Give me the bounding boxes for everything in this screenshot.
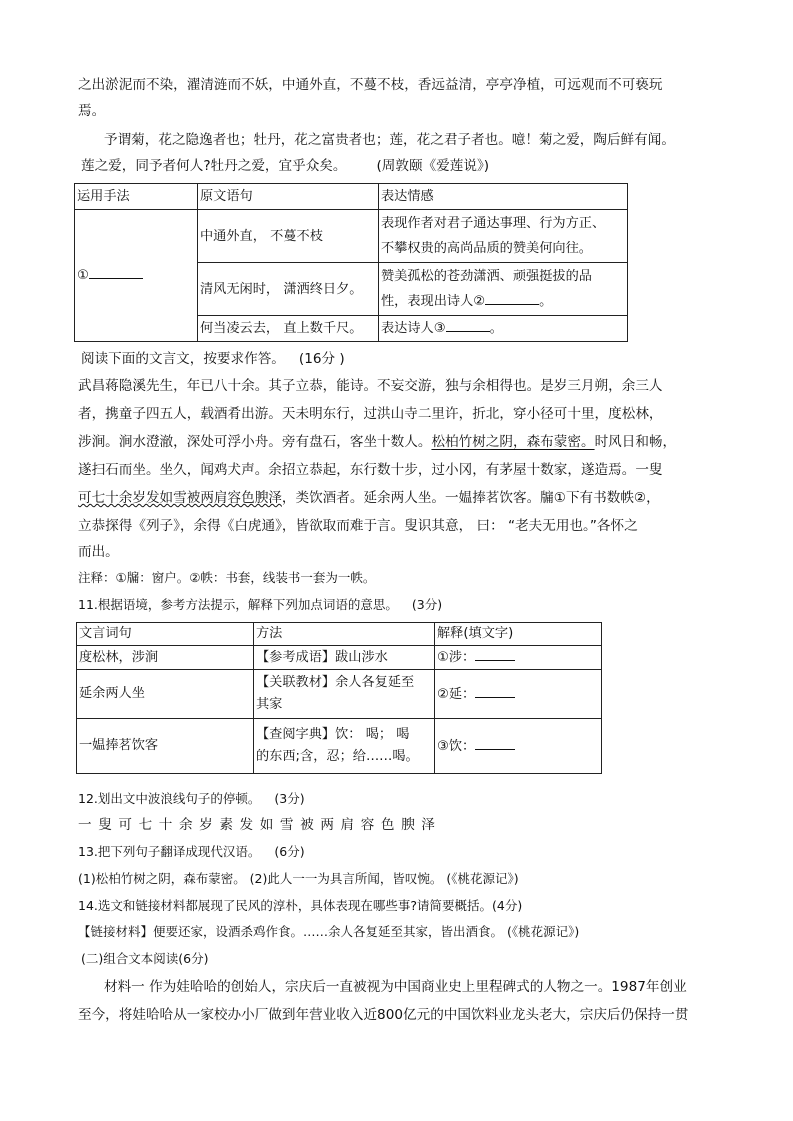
answer-blank[interactable] (446, 317, 490, 332)
vocab-table (76, 622, 602, 774)
answer-cell[interactable]: ②延： (435, 670, 602, 719)
material-line: 至今，将娃哈哈从一家校办小厂做到年营业收入近800亿元的中国饮料业龙头老大，宗庆后仍保持一贯 (78, 1007, 689, 1023)
text-line (81, 156, 489, 176)
table-header: 方法 (254, 623, 435, 646)
text-line: 予谓菊，花之隐逸者也；牡丹，花之富贵者也；莲，花之君子者也。噫！菊之爱，陶后鲜有闻。 (104, 132, 675, 148)
answer-blank[interactable] (475, 735, 515, 750)
text-line-main: 莲之爱，同予者何人?牡丹之爱，宜乎众矣。 (81, 158, 347, 174)
table-cell: 【查阅字典】饮： 喝； 喝 的东西;含，忍；给……喝。 (254, 719, 435, 774)
section-title: (二)组合文本阅读(6分) (81, 951, 209, 966)
pause-sentence[interactable]: 一叟可七十余岁素发如雪被两肩容色腴泽 (78, 817, 442, 833)
passage-line: 者，携童子四五人，载酒肴出游。天未明东行，过洪山寺二里许，折北，穿小径可十里，度松林， (78, 406, 663, 422)
table-header: 原文语句 (198, 184, 379, 210)
table-cell: 清风无闲时， 潇洒终日夕。 (198, 263, 379, 316)
passage-line: 武昌蒋隐溪先生，年已八十余。其子立恭，能诗。不妄交游，独与余相得也。是岁三月朔，余三人 (78, 378, 663, 394)
passage-line: 而出。 (78, 544, 119, 560)
source-citation: (周敦颐《爱莲说》) (376, 158, 490, 174)
link-material: 【链接材料】便要还家，设酒杀鸡作食。……余人各复延至其家，皆出酒食。 (《桃花源记》) (78, 924, 580, 939)
passage-line: 遂扫石而坐。坐久，闻鸡犬声。余招立恭起，东行数十步，过小冈，有茅屋十数家，遂造焉。一叟 (78, 462, 663, 478)
table-cell: 表现作者对君子通达事理、行为方正、 不攀权贵的高尚品质的赞美何向往。 (379, 210, 628, 263)
underlined-sentence: 松柏竹树之阴，森布蒙密。 (431, 434, 595, 450)
text-line: 之出淤泥而不染，濯清涟而不妖，中通外直，不蔓不枝，香远益清，亭亭净植，可远观而不可亵玩 (78, 77, 663, 93)
table-cell: 表达诗人③ 。 (379, 316, 628, 342)
table-header: 运用手法 (75, 184, 198, 210)
technique-table (74, 183, 628, 342)
table-cell: 一媪捧茗饮客 (77, 719, 254, 774)
answer-cell[interactable]: ③饮： (435, 719, 602, 774)
table-cell: 【关联教材】余人各复延至 其家 (254, 670, 435, 719)
answer-blank[interactable] (475, 683, 515, 698)
answer-blank[interactable] (89, 264, 143, 279)
answer-blank[interactable] (485, 290, 539, 305)
table-cell: 延余两人坐 (77, 670, 254, 719)
answer-blank[interactable] (475, 646, 515, 661)
material-line: 材料一 作为娃哈哈的创始人，宗庆后一直被视为中国商业史上里程碑式的人物之一。1987年创业 (104, 979, 687, 995)
question-11: 11.根据语境，参考方法提示，解释下列加点词语的意思。 (3分) (78, 597, 443, 612)
answer-cell[interactable]: ①涉： (435, 646, 602, 670)
question-13: 13.把下列句子翻译成现代汉语。 (6分) (78, 844, 305, 859)
answer-cell[interactable]: ① (75, 210, 198, 342)
table-header: 解释(填文字) (435, 623, 602, 646)
table-header: 表达情感 (379, 184, 628, 210)
translate-items: (1)松柏竹树之阴，森布蒙密。 (2)此人一一为具言所闻，皆叹惋。 (《桃花源记》) (78, 871, 519, 886)
section-intro: 阅读下面的文言文，按要求作答。 (16分 ) (81, 351, 345, 367)
passage-line: 涉涧。涧水澄澈，深处可浮小舟。旁有盘石，客坐十数人。松柏竹树之阴，森布蒙密。时风日和畅， (78, 434, 677, 450)
table-cell: 中通外直， 不蔓不枝 (198, 210, 379, 263)
passage-line: 立恭探得《列子》，余得《白虎通》，皆欲取而难于言。叟识其意， 曰： “老夫无用也。”各怀之 (78, 518, 638, 534)
text-line: 焉。 (78, 103, 106, 119)
table-cell: 【参考成语】跋山涉水 (254, 646, 435, 670)
table-cell: 赞美孤松的苍劲潇洒、顽强挺拔的品 性，表现出诗人② 。 (379, 263, 628, 316)
table-header: 文言词句 (77, 623, 254, 646)
question-12: 12.划出文中波浪线句子的停顿。 (3分) (78, 791, 305, 806)
table-cell: 度松林，涉涧 (77, 646, 254, 670)
table-cell: 何当凌云去， 直上数千尺。 (198, 316, 379, 342)
wavy-sentence: 可七十余岁发如雪被两肩容色腴泽 (78, 490, 282, 506)
annotation-note: 注释：①牖：窗户。②帙：书套，线装书一套为一帙。 (78, 570, 376, 585)
question-14: 14.选文和链接材料都展现了民风的淳朴，具体表现在哪些事?请简要概括。(4分) (78, 898, 523, 913)
passage-line: 可七十余岁发如雪被两肩容色腴泽，类饮酒者。延余两人坐。一媪捧茗饮客。牖①下有书数帙②， (78, 490, 660, 506)
